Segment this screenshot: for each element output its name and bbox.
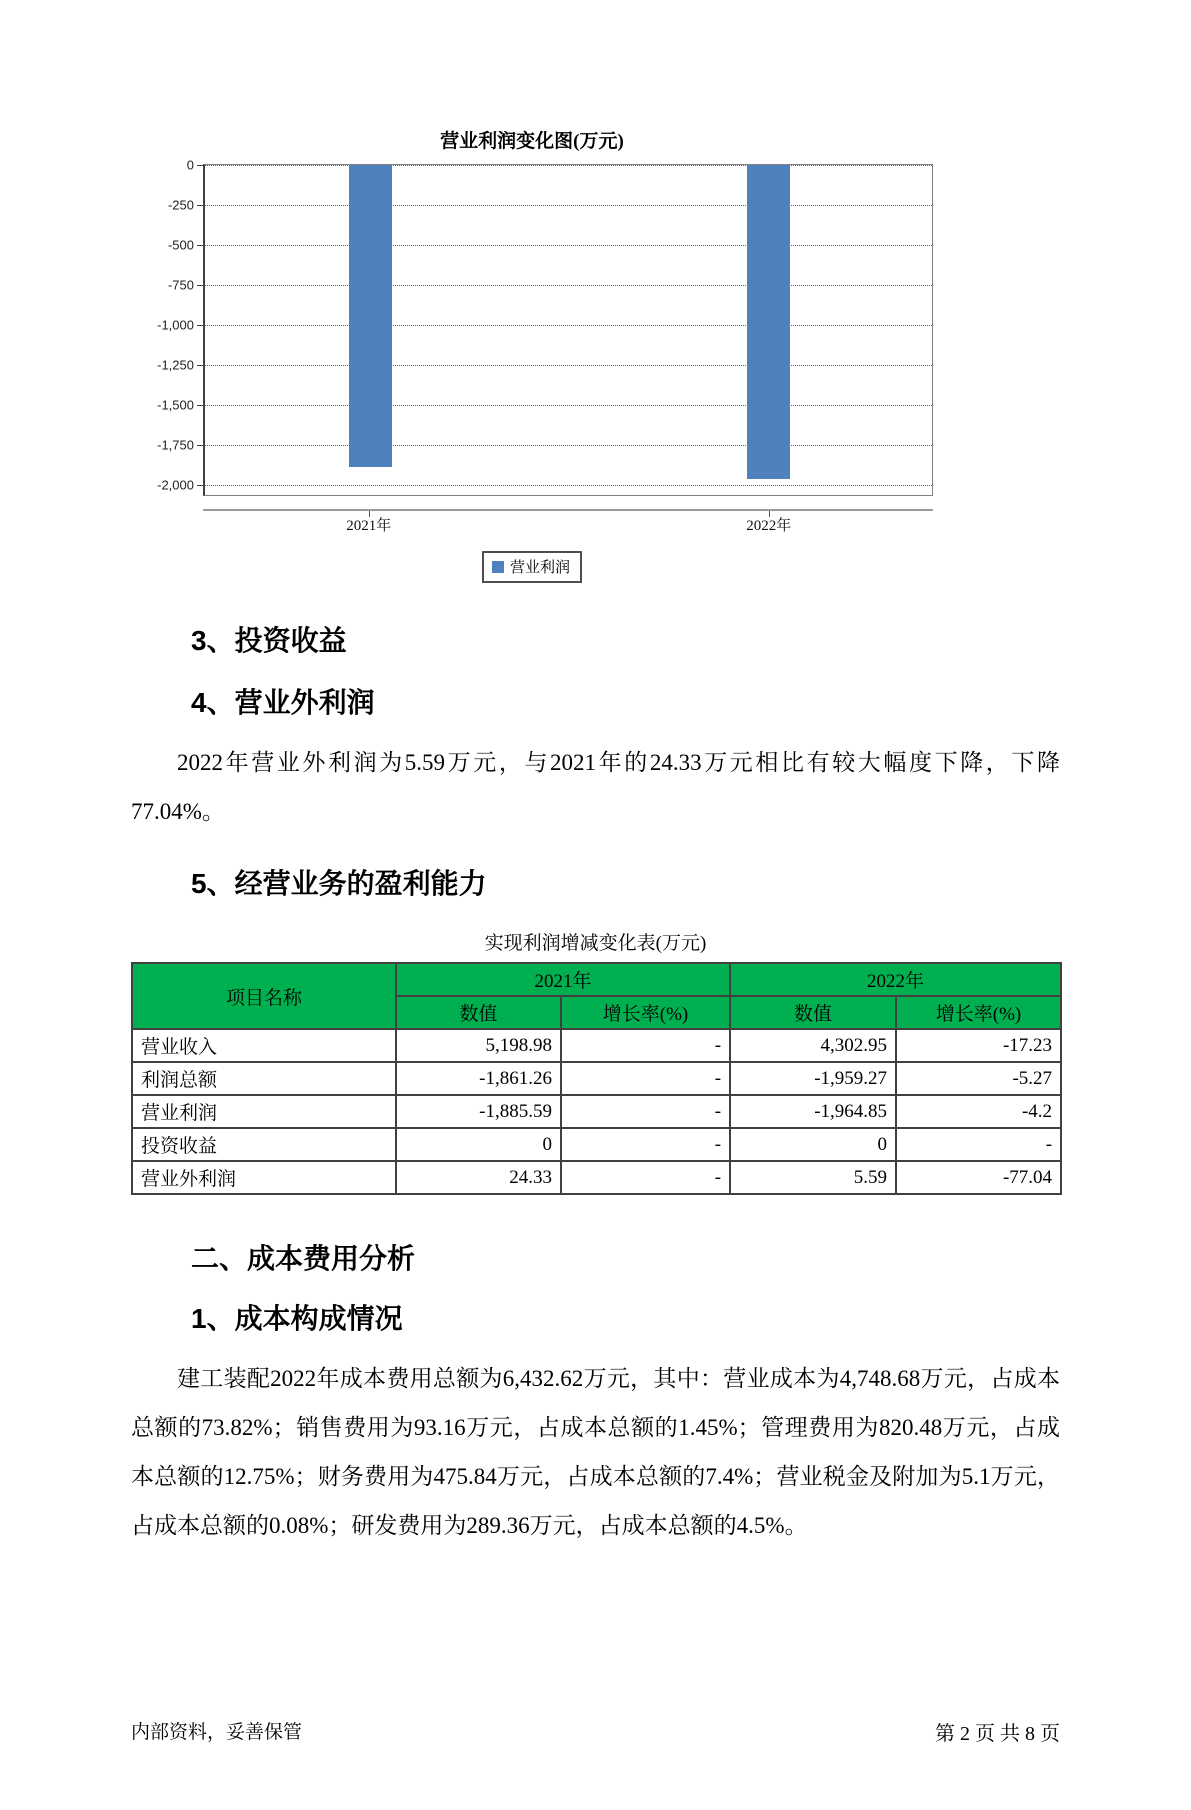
col-header-value-2022: 数值: [730, 996, 896, 1029]
y-tick-label: -1,500: [157, 397, 194, 413]
cell-value-2022: 4,302.95: [730, 1029, 896, 1062]
table-row: [132, 1029, 1061, 1062]
cell-value-2021: 24.33: [396, 1161, 561, 1194]
gridline: [205, 445, 932, 446]
legend-label: 营业利润: [509, 560, 570, 576]
col-header-2021: 2021年: [396, 963, 730, 996]
table-row: [132, 1062, 1061, 1095]
cell-growth-2022: -5.27: [896, 1062, 1061, 1095]
bar-2022年: [747, 165, 790, 479]
cell-value-2021: -1,861.26: [396, 1062, 561, 1095]
gridline: [205, 365, 932, 366]
cell-growth-2021: -: [561, 1161, 730, 1194]
y-tick-label: -750: [167, 277, 194, 293]
profit-change-table: [131, 962, 1062, 1195]
cell-item: 营业收入: [132, 1029, 396, 1062]
chart-legend: [482, 551, 582, 583]
chart-x-labels: [203, 514, 933, 538]
cell-item: 营业利润: [132, 1095, 396, 1128]
col-header-item: 项目名称: [132, 963, 396, 1029]
heading-investment-income: 3、投资收益: [191, 625, 347, 656]
y-tick-label: -2,000: [157, 477, 194, 493]
cell-value-2021: 5,198.98: [396, 1029, 561, 1062]
y-tick-label: -1,250: [157, 357, 194, 373]
cell-item: 营业外利润: [132, 1161, 396, 1194]
cell-growth-2022: -77.04: [896, 1161, 1061, 1194]
x-label: 2021年: [346, 518, 392, 534]
gridline: [205, 205, 932, 206]
bar-2021年: [349, 165, 392, 467]
operating-profit-chart: [131, 126, 933, 583]
footer-page-number: 第 2 页 共 8 页: [935, 1723, 1060, 1745]
heading-cost-structure: 1、成本构成情况: [191, 1303, 403, 1334]
chart-plot-area: [203, 164, 933, 496]
table-row: [132, 1095, 1061, 1128]
chart-y-axis: [131, 157, 203, 496]
gridline: [205, 165, 932, 166]
cell-value-2022: -1,964.85: [730, 1095, 896, 1128]
cell-value-2022: 0: [730, 1128, 896, 1161]
table-row: [132, 1161, 1061, 1194]
paragraph-cost-structure: 建工装配2022年成本费用总额为6,432.62万元，其中：营业成本为4,748.68万元，占成本总额的73.82%；销售费用为93.16万元，占成本总额的1.45%；管理费用为820.48万元，占成本总额的12.75%；财务费用为475.84万元，占成本总额的7.4%；营业税金及附加为5.1万元，占成本总额的0.08%；研发费用为289.36万元，占成本总额的4.5%。: [131, 1366, 1060, 1538]
profit-table-title: 实现利润增减变化表(万元): [484, 933, 707, 954]
y-tick-label: -1,000: [157, 317, 194, 333]
col-header-growth-2021: 增长率(%): [561, 996, 730, 1029]
cell-growth-2022: -: [896, 1128, 1061, 1161]
chart-title: 营业利润变化图(万元): [440, 131, 624, 152]
gridline: [205, 245, 932, 246]
cell-growth-2021: -: [561, 1095, 730, 1128]
cell-value-2022: 5.59: [730, 1161, 896, 1194]
cell-value-2021: -1,885.59: [396, 1095, 561, 1128]
cell-growth-2022: -4.2: [896, 1095, 1061, 1128]
gridline: [205, 285, 932, 286]
report-page: [0, 126, 1191, 1810]
heading-nonoperating-profit: 4、营业外利润: [191, 687, 375, 718]
heading-cost-expense-analysis: 二、成本费用分析: [191, 1243, 416, 1274]
footer-confidential-note: 内部资料，妥善保管: [131, 1722, 303, 1743]
y-tick-label: -250: [167, 197, 194, 213]
y-tick-label: -1,750: [157, 437, 194, 453]
col-header-2022: 2022年: [730, 963, 1061, 996]
cell-value-2021: 0: [396, 1128, 561, 1161]
heading-business-profitability: 5、经营业务的盈利能力: [191, 868, 487, 899]
col-header-value-2021: 数值: [396, 996, 561, 1029]
legend-swatch-icon: [492, 561, 504, 573]
cell-growth-2022: -17.23: [896, 1029, 1061, 1062]
cell-value-2022: -1,959.27: [730, 1062, 896, 1095]
cell-growth-2021: -: [561, 1062, 730, 1095]
y-tick-label: -500: [167, 237, 194, 253]
gridline: [205, 485, 932, 486]
cell-growth-2021: -: [561, 1029, 730, 1062]
paragraph-nonoperating-profit: 2022年营业外利润为5.59万元，与2021年的24.33万元相比有较大幅度下降，下降77.04%。: [131, 750, 1060, 824]
gridline: [205, 405, 932, 406]
cell-growth-2021: -: [561, 1128, 730, 1161]
y-tick-label: 0: [186, 157, 194, 173]
cell-item: 投资收益: [132, 1128, 396, 1161]
cell-item: 利润总额: [132, 1062, 396, 1095]
chart-x-axis-line: [203, 509, 933, 511]
col-header-growth-2022: 增长率(%): [896, 996, 1061, 1029]
gridline: [205, 325, 932, 326]
profit-table-body: [132, 1029, 1061, 1194]
x-label: 2022年: [746, 518, 792, 534]
table-row: [132, 1128, 1061, 1161]
